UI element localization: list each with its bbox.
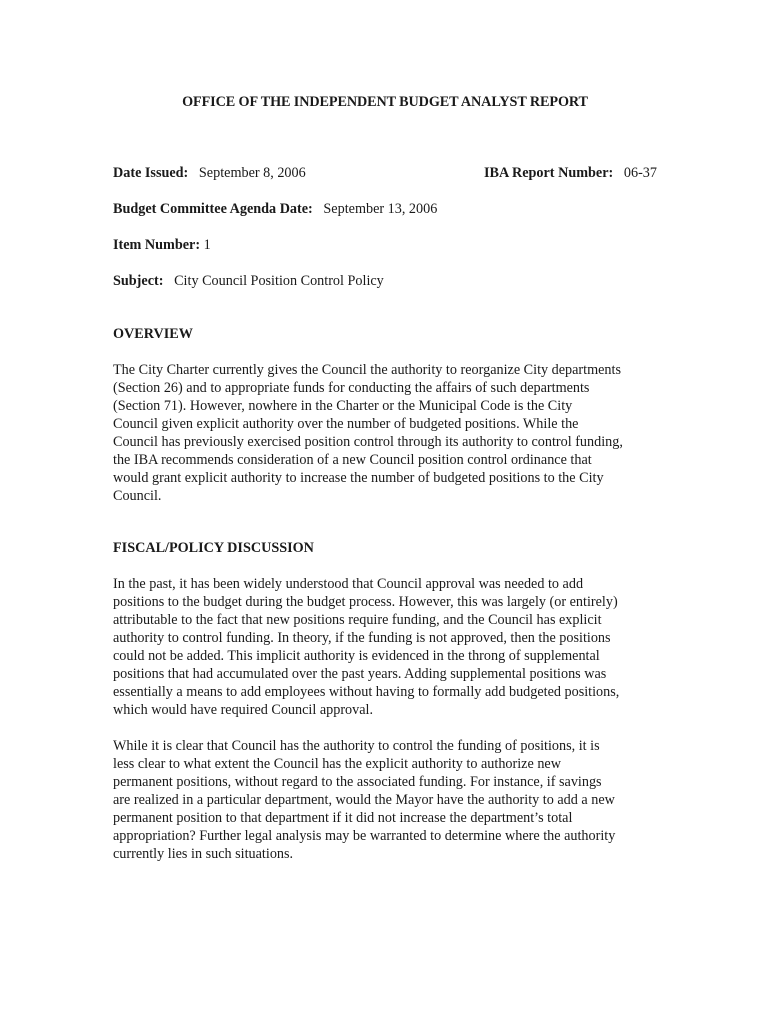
- report-number-value: 06-37: [623, 165, 657, 181]
- text-line: In the past, it has been widely understood that Council approval was needed to add: [113, 576, 584, 592]
- subject-row: [113, 273, 384, 290]
- text-line: are realized in a particular department, would the Mayor have the authority to add a new: [113, 792, 615, 808]
- text-line: Council has previously exercised position control through its authority to control funding,: [113, 434, 623, 450]
- date-issued-value: September 8, 2006: [198, 165, 306, 181]
- report-number-label: IBA Report Number:: [483, 165, 614, 181]
- item-number-value: 1: [203, 237, 211, 253]
- text-line: the IBA recommends consideration of a new Council position control ordinance that: [113, 452, 592, 468]
- text-line: positions to the budget during the budget process. However, this was largely (or entirely): [113, 594, 618, 610]
- text-line: While it is clear that Council has the authority to control the funding of positions, it is: [113, 738, 600, 754]
- text-line: (Section 26) and to appropriate funds for conducting the affairs of such departments: [113, 380, 590, 396]
- text-line: positions that had accumulated over the past years. Adding supplemental positions was: [113, 666, 607, 682]
- text-line: could not be added. This implicit authority is evidenced in the throng of supplemental: [113, 648, 600, 664]
- text-line: Council.: [113, 488, 162, 504]
- text-line: authority to control funding. In theory, if the funding is not approved, then the positions: [113, 630, 611, 646]
- date-issued-label: Date Issued:: [113, 165, 189, 181]
- overview-paragraph: [113, 361, 658, 505]
- item-number-row: [113, 237, 211, 254]
- text-line: currently lies in such situations.: [113, 846, 294, 862]
- agenda-date-row: [113, 201, 437, 218]
- report-number-row: [484, 165, 657, 182]
- agenda-date-value: September 13, 2006: [323, 201, 438, 217]
- item-number-label: Item Number:: [113, 237, 201, 253]
- text-line: essentially a means to add employees without having to formally add budgeted positions,: [113, 684, 620, 700]
- subject-value: City Council Position Control Policy: [174, 273, 384, 289]
- text-line: attributable to the fact that new positions require funding, and the Council has explicit: [113, 612, 602, 628]
- text-line: permanent positions, without regard to the associated funding. For instance, if savings: [113, 774, 602, 790]
- subject-label: Subject:: [113, 273, 164, 289]
- text-line: which would have required Council approval.: [113, 702, 374, 718]
- section-heading-fiscal-policy: FISCAL/POLICY DISCUSSION: [113, 540, 314, 556]
- agenda-date-label: Budget Committee Agenda Date:: [113, 201, 313, 217]
- fiscal-paragraph-2: [113, 737, 658, 863]
- text-line: would grant explicit authority to increase the number of budgeted positions to the City: [113, 470, 604, 486]
- section-heading-overview: OVERVIEW: [113, 326, 193, 342]
- report-title: OFFICE OF THE INDEPENDENT BUDGET ANALYST REPORT: [182, 94, 588, 110]
- text-line: appropriation? Further legal analysis may be warranted to determine where the authority: [113, 828, 616, 844]
- text-line: permanent position to that department if it did not increase the department’s total: [113, 810, 573, 826]
- text-line: (Section 71). However, nowhere in the Charter or the Municipal Code is the City: [113, 398, 573, 414]
- text-line: Council given explicit authority over the number of budgeted positions. While the: [113, 416, 579, 432]
- fiscal-paragraph-1: [113, 575, 658, 719]
- text-line: The City Charter currently gives the Council the authority to reorganize City departments: [113, 362, 621, 378]
- date-issued-row: [113, 165, 306, 182]
- text-line: less clear to what extent the Council has the explicit authority to authorize new: [113, 756, 561, 772]
